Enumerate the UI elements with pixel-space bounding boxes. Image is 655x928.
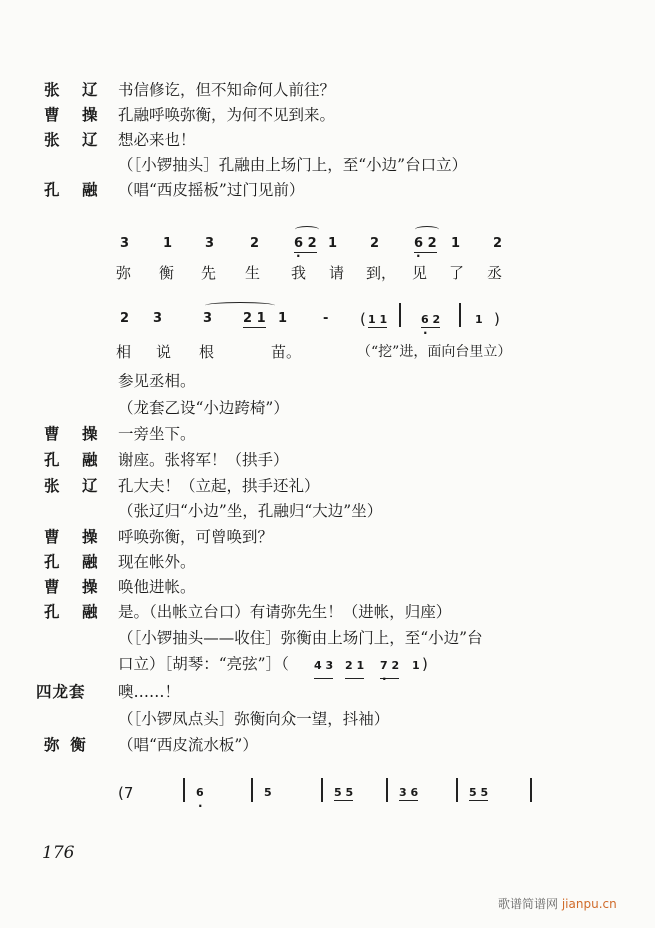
- note: 2: [493, 236, 503, 251]
- speaker: 四龙套: [36, 682, 86, 701]
- note: ): [494, 310, 500, 328]
- line-text: （张辽归“小边”坐，孔融归“大边”坐）: [118, 502, 383, 520]
- lyric: 我: [291, 264, 307, 282]
- watermark-en: jianpu.cn: [561, 897, 617, 911]
- lyric: 了: [449, 264, 465, 282]
- speaker: 融: [82, 180, 98, 199]
- speaker: 曹: [44, 424, 60, 443]
- speaker: 孔: [44, 450, 60, 469]
- speaker: 辽: [82, 80, 98, 99]
- line-text: 口立）［胡琴：“亮弦”］（: [118, 655, 289, 673]
- line-text: （龙套乙设“小边跨椅”）: [118, 399, 289, 417]
- note: 5 5: [334, 786, 354, 799]
- note: -: [323, 311, 329, 326]
- stage-direction: （“挖”进，面向台里立）: [357, 344, 512, 360]
- barline: [399, 303, 401, 327]
- note: 1: [163, 236, 173, 251]
- lyric: 到，: [366, 264, 397, 282]
- note: 1: [412, 659, 420, 672]
- line-text: 唤他进帐。: [118, 578, 196, 596]
- note: 1: [451, 236, 461, 251]
- barline: [183, 778, 185, 802]
- speaker: 孔: [44, 552, 60, 571]
- note: 3: [205, 236, 215, 251]
- lyric: 说: [156, 343, 172, 361]
- lyric: 苗。: [271, 343, 302, 361]
- speaker: 曹: [44, 577, 60, 596]
- speaker: 张: [44, 80, 60, 99]
- slur: [295, 226, 319, 233]
- note: 2: [250, 236, 260, 251]
- lyric: 相: [116, 343, 132, 361]
- note: 2: [370, 236, 380, 251]
- lyric: 请: [329, 264, 345, 282]
- barline: [530, 778, 532, 802]
- lyric: 丞: [487, 264, 503, 282]
- lyric: 先: [201, 264, 217, 282]
- slur: [415, 226, 439, 233]
- line-text: （［小锣抽头］孔融由上场门上，至“小边”台口立）: [118, 156, 468, 174]
- speaker: 融: [82, 602, 98, 621]
- note: 6 2 ·: [414, 236, 437, 253]
- speaker: 弥 衡: [44, 735, 86, 754]
- note: 2 1: [243, 311, 266, 326]
- note: 4 3: [314, 655, 333, 679]
- lyric: 根: [199, 343, 215, 361]
- note: 3: [120, 236, 130, 251]
- note: 5: [264, 786, 272, 799]
- watermark-cn: 歌谱简谱网: [498, 897, 559, 911]
- lyric: 生: [245, 264, 261, 282]
- speaker: 曹: [44, 105, 60, 124]
- line-text: 呼唤弥衡，可曾唤到？: [118, 528, 274, 546]
- speaker: 融: [82, 450, 98, 469]
- line-text: 现在帐外。: [118, 553, 196, 571]
- barline: [251, 778, 253, 802]
- speaker: 操: [82, 424, 98, 443]
- note: 6 2 ·: [421, 313, 440, 328]
- barline: [321, 778, 323, 802]
- note: 3: [203, 311, 213, 326]
- note: (: [360, 310, 366, 328]
- lyric: 弥: [116, 264, 132, 282]
- line-text: 一旁坐下。: [118, 425, 196, 443]
- speaker: 辽: [82, 476, 98, 495]
- lyric: 见: [412, 264, 428, 282]
- note: 2: [120, 311, 130, 326]
- watermark: [498, 895, 617, 912]
- speaker: 孔: [44, 602, 60, 621]
- speaker: 操: [82, 105, 98, 124]
- line-text: 孔融呼唤弥衡，为何不见到来。: [118, 106, 336, 124]
- note: 2 1: [345, 655, 364, 679]
- line-text: 噢……！: [118, 683, 181, 701]
- note: 5 5: [469, 786, 489, 799]
- speaker: 张: [44, 476, 60, 495]
- barline: [456, 778, 458, 802]
- line-text: 书信修讫，但不知命何人前往？: [118, 81, 336, 99]
- line-text: （唱“西皮流水板”）: [118, 736, 258, 754]
- line-text: 想必来也！: [118, 131, 196, 149]
- note: 1: [328, 236, 338, 251]
- note: 7 2 ·: [380, 655, 399, 679]
- note: 1: [278, 311, 288, 326]
- speaker: 曹: [44, 527, 60, 546]
- note: 1 1: [368, 313, 388, 326]
- line-text: （［小锣抽头——收住］弥衡由上场门上，至“小边”台: [118, 629, 483, 647]
- speaker: 融: [82, 552, 98, 571]
- speaker: 操: [82, 577, 98, 596]
- page-number: 176: [42, 843, 75, 863]
- barline: [386, 778, 388, 802]
- note: 3: [153, 311, 163, 326]
- line-text: （唱“西皮摇板”过门见前）: [118, 181, 305, 199]
- note: 6 ·: [196, 786, 204, 799]
- line-text: （［小锣凤点头］弥衡向众一望，抖袖）: [118, 710, 390, 728]
- barline: [459, 303, 461, 327]
- line-text: 是。（出帐立台口）有请弥先生！（进帐，归座）: [118, 603, 452, 621]
- note: 3 6: [399, 786, 419, 799]
- note: (7: [118, 784, 134, 802]
- note: 6 2 ·: [294, 236, 317, 253]
- line-text: 参见丞相。: [118, 372, 196, 390]
- line-text: 谢座。张将军！（拱手）: [118, 451, 289, 469]
- speaker: 辽: [82, 130, 98, 149]
- slur: [205, 302, 275, 309]
- speaker: 张: [44, 130, 60, 149]
- line-text: 孔大夫！（立起，拱手还礼）: [118, 477, 320, 495]
- speaker: 操: [82, 527, 98, 546]
- note: 1: [475, 313, 483, 326]
- speaker: 孔: [44, 180, 60, 199]
- lyric: 衡: [159, 264, 175, 282]
- note: ): [422, 655, 428, 673]
